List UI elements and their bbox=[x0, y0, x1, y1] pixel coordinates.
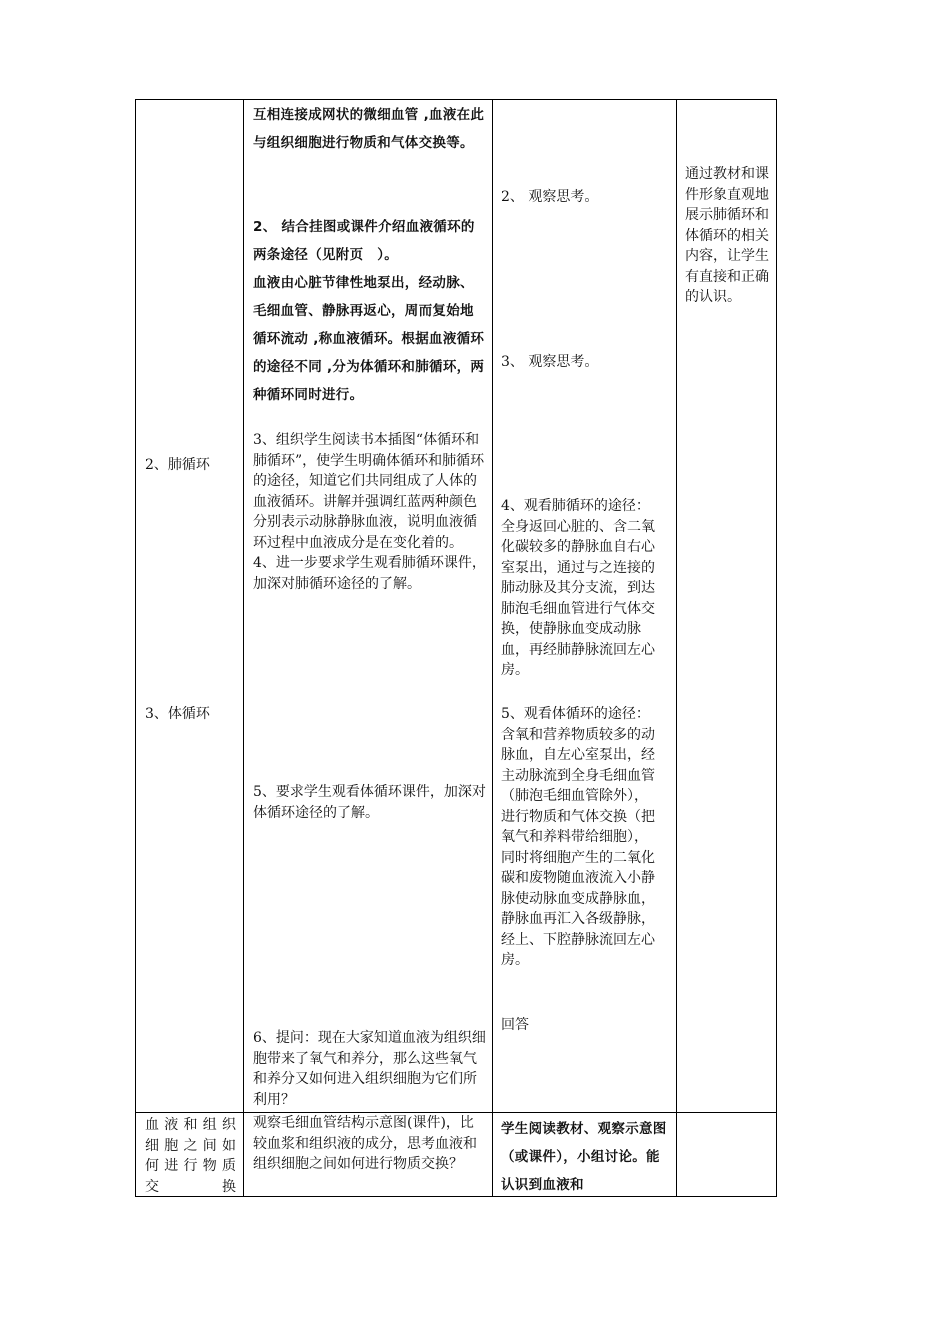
text-observe-capillary-diagram: 观察毛细血管结构示意图(课件)，比较血浆和组织液的成分，思考血液和组织细胞之间如何进行物质交换？ bbox=[253, 1115, 477, 1172]
text-question: 6、提问：现在大家知道血液为组织细胞带来了氧气和养分，那么这些氧气和养分又如何进入组织细胞为它们所利用？ bbox=[253, 1030, 486, 1108]
text-teaching-intent: 通过教材和课件形象直观地展示肺循环和体循环的相关内容，让学生有直接和正确的认识。 bbox=[685, 166, 769, 305]
section-label-systemic: 3、体循环 bbox=[145, 706, 210, 722]
column-divider-1 bbox=[243, 99, 244, 1197]
text-observe-2: 2、 观察思考。 bbox=[501, 189, 599, 205]
table-right-border bbox=[776, 99, 777, 1197]
table-left-border bbox=[135, 99, 136, 1197]
text-reading-instruction: 3、组织学生阅读书本插图“体循环和肺循环”，使学生明确体循环和肺循环的途径，知道它们共同组成了人体的血液循环。讲解并强调红蓝两种颜色分别表示动脉静脉血液，说明血液循环过程中血液成分是在变化着的。 4、进一步要求学生观看肺循环课件，加深对肺循环途径的了解。 bbox=[253, 432, 486, 592]
text-student-activity: 学生阅读教材、观察示意图（或课件），小组讨论。能认识到血液和 bbox=[501, 1121, 667, 1193]
text-observe-3: 3、 观察思考。 bbox=[501, 354, 599, 370]
lesson-plan-table bbox=[135, 99, 777, 1197]
column-divider-2 bbox=[492, 99, 493, 1197]
text-pulmonary-path: 4、观看肺循环的途径：全身返回心脏的、含二氧化碳较多的静脉血自右心室泵出，通过与之连接的肺动脉及其分支流，到达肺泡毛细血管进行气体交换，使静脉血变成动脉血，再经肺静脉流回左心房。 bbox=[501, 498, 655, 678]
text-answer: 回答 bbox=[501, 1017, 529, 1033]
text-capillary: 互相连接成网状的微细血管 ,血液在此与组织细胞进行物质和气体交换等。 bbox=[253, 107, 485, 151]
table-top-border bbox=[135, 99, 777, 100]
text-circulation-definition: 血液由心脏节律性地泵出，经动脉、毛细血管、静脉再返心，周而复始地循环流动 ,称血液循环。根据血液循环的途径不同 ,分为体循环和肺循环，两种循环同时进行。 bbox=[253, 275, 485, 403]
topic-material-exchange: 血液和组织细胞之间如何进行物质交换 bbox=[145, 1117, 238, 1195]
section-label-pulmonary: 2、肺循环 bbox=[145, 457, 210, 473]
text-systemic-courseware: 5、要求学生观看体循环课件，加深对体循环途径的了解。 bbox=[253, 784, 486, 821]
text-systemic-path: 5、观看体循环的途径：含氧和营养物质较多的动脉血，自左心室泵出，经主动脉流到全身毛细血管（肺泡毛细血管除外），进行物质和气体交换（把氧气和养料带给细胞），同时将细胞产生的二氧化碳和废物随血液流入小静脉使动脉血变成静脉血，静脉血再汇入各级静脉，经上、下腔静脉流回左心房。 bbox=[501, 706, 655, 968]
column-divider-3 bbox=[676, 99, 677, 1197]
text-two-paths: 2、 结合挂图或课件介绍血液循环的两条途径（见附页 ）。 bbox=[253, 219, 475, 263]
